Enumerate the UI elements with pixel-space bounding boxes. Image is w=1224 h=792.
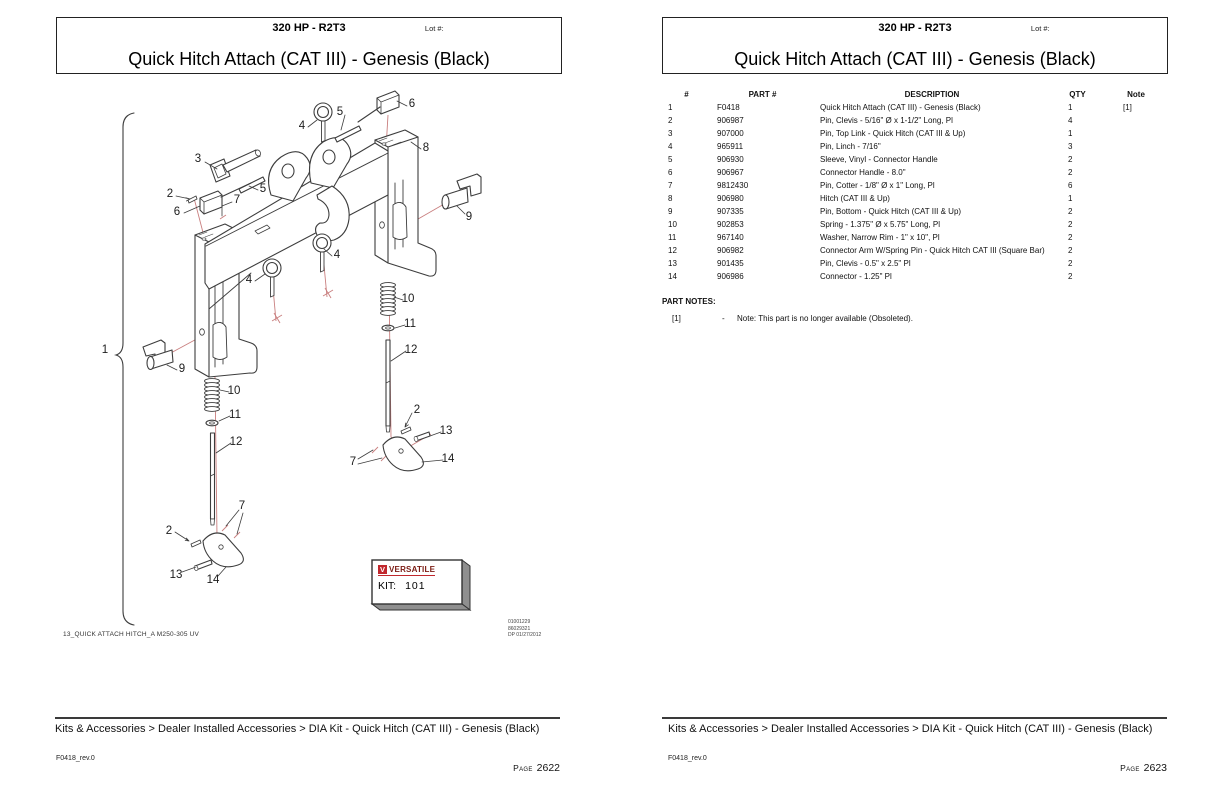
table-cell: 1 — [1068, 129, 1073, 138]
part-notes — [662, 297, 1167, 326]
table-cell: 2 — [668, 116, 673, 125]
callout-14: 14 — [441, 453, 455, 465]
table-row — [662, 114, 1167, 127]
doc-numbers — [508, 619, 541, 639]
callout-2: 2 — [413, 404, 421, 416]
table-cell: Spring - 1.375" Ø x 5.75" Long, Pl — [820, 220, 940, 229]
page-label: Page — [1120, 763, 1140, 773]
table-cell: 2 — [1068, 207, 1073, 216]
page-title: Quick Hitch Attach (CAT III) - Genesis (Black) — [734, 49, 1096, 69]
table-row — [662, 257, 1167, 270]
col-header-note: Note — [1127, 90, 1145, 99]
table-cell: 906987 — [717, 116, 744, 125]
table-cell: 5 — [668, 155, 673, 164]
table-row — [662, 140, 1167, 153]
bracket-callout-1 — [116, 113, 134, 625]
table-cell: 7 — [668, 181, 673, 190]
revision-left: F0418_rev.0 — [56, 755, 95, 762]
table-cell: 3 — [1068, 142, 1073, 151]
table-row — [662, 270, 1167, 283]
table-cell: 2 — [1068, 272, 1073, 281]
table-cell: [1] — [1123, 103, 1132, 112]
kit-box — [374, 562, 460, 602]
callout-7: 7 — [349, 456, 357, 468]
table-cell: Pin, Cotter - 1/8" Ø x 1" Long, Pl — [820, 181, 935, 190]
callout-9: 9 — [465, 211, 473, 223]
table-cell: Hitch (CAT III & Up) — [820, 194, 890, 203]
table-cell: Pin, Linch - 7/16" — [820, 142, 881, 151]
table-cell: 2 — [1068, 155, 1073, 164]
table-cell: 2 — [1068, 220, 1073, 229]
table-cell: Quick Hitch Attach (CAT III) - Genesis (Black) — [820, 103, 981, 112]
table-cell: Connector - 1.25" Pl — [820, 272, 892, 281]
table-cell: Pin, Clevis - 5/16" Ø x 1-1/2" Long, Pl — [820, 116, 953, 125]
page-number-left — [360, 758, 560, 776]
callout-13: 13 — [169, 569, 183, 581]
table-cell: Connector Arm W/Spring Pin - Quick Hitch CAT III (Square Bar) — [820, 246, 1045, 255]
parts-table — [662, 88, 1167, 283]
hitch-frame — [143, 91, 481, 571]
table-row — [662, 192, 1167, 205]
table-cell: 906930 — [717, 155, 744, 164]
table-cell: 3 — [668, 129, 673, 138]
page-label: Page — [513, 763, 533, 773]
callout-8: 8 — [422, 142, 430, 154]
table-cell: Connector Handle - 8.0" — [820, 168, 906, 177]
part-notes-heading: PART NOTES: — [662, 297, 716, 306]
lot-number-label: Lot #: — [1030, 24, 1050, 33]
table-cell: Pin, Bottom - Quick Hitch (CAT III & Up) — [820, 207, 962, 216]
table-cell: Pin, Clevis - 0.5" x 2.5" Pl — [820, 259, 911, 268]
table-cell: 967140 — [717, 233, 744, 242]
table-row — [662, 127, 1167, 140]
table-cell: 4 — [668, 142, 673, 151]
callout-11: 11 — [229, 409, 241, 421]
table-row — [662, 101, 1167, 114]
brand-name: VERSATILE — [389, 565, 436, 574]
header-box-left — [56, 17, 562, 74]
callout-4: 4 — [333, 249, 341, 261]
callout-10: 10 — [401, 293, 415, 305]
callout-14: 14 — [206, 574, 220, 586]
table-cell: 2 — [1068, 259, 1073, 268]
callout-12: 12 — [229, 436, 243, 448]
page-number-value: 2622 — [536, 762, 560, 774]
part-note-ref: [1] — [672, 314, 681, 323]
callout-6: 6 — [173, 206, 181, 218]
callout-10: 10 — [227, 385, 241, 397]
col-header-part: PART # — [748, 90, 777, 99]
callout-3: 3 — [194, 153, 202, 165]
table-cell: Washer, Narrow Rim - 1" x 10", Pl — [820, 233, 940, 242]
header-box-right — [662, 17, 1168, 74]
versatile-logo-icon: V — [379, 564, 385, 574]
callout-4: 4 — [298, 120, 306, 132]
part-note-dash: - — [722, 314, 725, 323]
lot-number-label: Lot #: — [424, 24, 444, 33]
breadcrumb-left: Kits & Accessories > Dealer Installed Accessories > DIA Kit - Quick Hitch (CAT III) - Genesis (Black) — [55, 723, 540, 735]
table-row — [662, 205, 1167, 218]
table-row — [662, 244, 1167, 257]
callout-6: 6 — [408, 98, 416, 110]
page-number-value: 2623 — [1143, 762, 1167, 774]
model-title: 320 HP - R2T3 — [272, 22, 346, 34]
doc-number-line: 01001229 — [508, 619, 531, 625]
table-cell: 14 — [668, 272, 677, 281]
table-row — [662, 166, 1167, 179]
callout-13: 13 — [439, 425, 453, 437]
table-cell: 11 — [668, 233, 677, 242]
doc-number-line: DP 01/27/2012 — [508, 632, 542, 638]
table-cell: 901435 — [717, 259, 744, 268]
parts-table-body — [662, 101, 1167, 283]
table-cell: 902853 — [717, 220, 744, 229]
doc-number-line: 86029321 — [508, 625, 531, 632]
callout-11: 11 — [404, 318, 416, 330]
callout-5: 5 — [259, 183, 267, 195]
page-number-right — [967, 758, 1167, 776]
table-cell: 4 — [1068, 116, 1073, 125]
kit-label: KIT: — [378, 580, 397, 592]
part-note-row — [662, 314, 1167, 326]
footer-divider-right — [662, 717, 1167, 719]
diagram-caption: 13_QUICK ATTACH HITCH_A M250-305 UV — [63, 631, 200, 638]
col-header-desc: DESCRIPTION — [904, 90, 960, 99]
callout-12: 12 — [404, 344, 418, 356]
table-cell: 2 — [1068, 246, 1073, 255]
table-cell: 1 — [1068, 194, 1073, 203]
parts-table-header — [662, 88, 1167, 101]
table-cell: 906980 — [717, 194, 744, 203]
table-cell: 10 — [668, 220, 677, 229]
revision-right: F0418_rev.0 — [668, 755, 707, 762]
kit-number: 101 — [405, 580, 426, 592]
table-row — [662, 179, 1167, 192]
table-cell: 8 — [668, 194, 673, 203]
table-row — [662, 218, 1167, 231]
kit-number-line — [378, 580, 460, 592]
part-note-text: Note: This part is no longer available (Obsoleted). — [737, 314, 913, 323]
col-header-num: # — [684, 90, 689, 99]
table-row — [662, 153, 1167, 166]
footer-divider-left — [55, 717, 560, 719]
table-cell: 1 — [668, 103, 673, 112]
callout-1: 1 — [101, 344, 109, 356]
table-cell: 9812430 — [717, 181, 749, 190]
table-row — [662, 231, 1167, 244]
table-cell: 907000 — [717, 129, 744, 138]
table-cell: 965911 — [717, 142, 744, 151]
callout-5: 5 — [336, 106, 344, 118]
table-cell: 1 — [1068, 103, 1073, 112]
callout-7: 7 — [238, 500, 246, 512]
exploded-diagram-drawing — [55, 85, 565, 655]
callout-9: 9 — [178, 363, 186, 375]
model-title: 320 HP - R2T3 — [878, 22, 952, 34]
table-cell: 13 — [668, 259, 677, 268]
table-cell: 2 — [1068, 233, 1073, 242]
col-header-qty: QTY — [1069, 90, 1086, 99]
exploded-diagram — [55, 85, 565, 655]
table-cell: 9 — [668, 207, 673, 216]
table-cell: 906967 — [717, 168, 744, 177]
table-cell: 906982 — [717, 246, 744, 255]
table-cell: Pin, Top Link - Quick Hitch (CAT III & Up) — [820, 129, 966, 138]
table-cell: 12 — [668, 246, 677, 255]
page-title: Quick Hitch Attach (CAT III) - Genesis (Black) — [128, 49, 490, 69]
callout-7: 7 — [233, 194, 241, 206]
table-cell: 6 — [668, 168, 673, 177]
callout-2: 2 — [166, 188, 174, 200]
table-cell: 906986 — [717, 272, 744, 281]
versatile-logo — [378, 565, 435, 576]
table-cell: Sleeve, Vinyl - Connector Handle — [820, 155, 938, 164]
table-cell: 907335 — [717, 207, 744, 216]
table-cell: 6 — [1068, 181, 1073, 190]
table-cell: F0418 — [717, 103, 740, 112]
callout-2: 2 — [165, 525, 173, 537]
callout-4: 4 — [245, 274, 253, 286]
table-cell: 2 — [1068, 168, 1073, 177]
breadcrumb-right: Kits & Accessories > Dealer Installed Accessories > DIA Kit - Quick Hitch (CAT III) - Genesis (Black) — [668, 723, 1153, 735]
